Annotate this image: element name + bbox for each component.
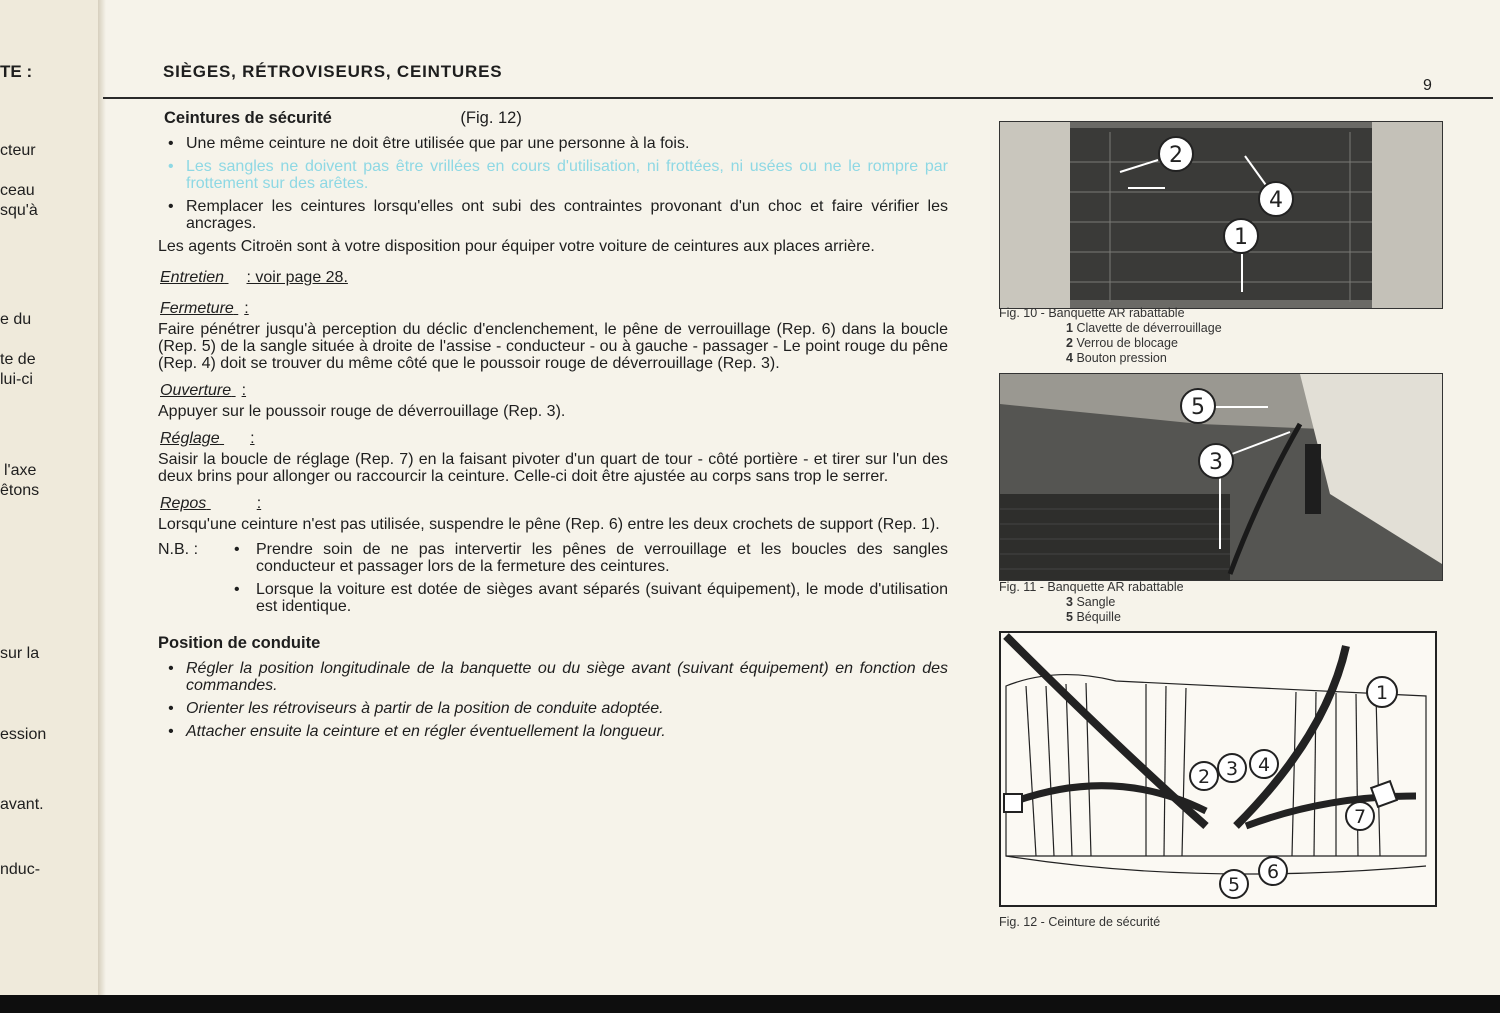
subhead-reglage xyxy=(160,430,948,447)
caption-text: Bouton pression xyxy=(1076,351,1167,365)
left-fragment: avant. xyxy=(0,796,44,813)
fig11-illustration xyxy=(1000,374,1442,580)
left-fragment: e du xyxy=(0,311,32,328)
rear-belts-paragraph: Les agents Citroën sont à votre disposition pour équiper votre voiture de ceintures aux places arrière. xyxy=(158,238,875,255)
left-fragment: sur la xyxy=(0,645,40,662)
seatbelt-bullet: • Une même ceinture ne doit être utilisée que par une personne à la fois. xyxy=(158,135,948,152)
subhead-colon: : xyxy=(244,300,249,317)
subhead-label: Ouverture xyxy=(160,382,232,399)
section-title-seatbelts xyxy=(164,110,948,127)
nb-item: • Prendre soin de ne pas intervertir les pênes de verrouillage et les boucles des sangles conducteur et passager lors de la fermeture des ceintures. xyxy=(232,541,948,575)
fig12-marker: 1 xyxy=(1375,682,1389,704)
fig11-caption xyxy=(999,580,1184,625)
caption-num: 4 xyxy=(1066,351,1073,365)
subhead-fermeture xyxy=(160,300,948,317)
fermeture-text: Faire pénétrer jusqu'à perception du déclic d'enclenchement, le pêne de verrouillage (Rep. 6) dans la boucle (Rep. 5) de la sangle située à droite de l'assise - conducteur - ou à gauche - passager - Le point rouge du pêne (Rep. 4) doit se trouver du même côté que le poussoir rouge de déverrouillage (Rep. 3). xyxy=(158,321,948,372)
subhead-colon: : xyxy=(250,430,255,447)
fig12-marker: 2 xyxy=(1197,766,1211,788)
section-title-driving-position: Position de conduite xyxy=(158,634,321,652)
caption-num: 1 xyxy=(1066,321,1073,335)
reglage-text: Saisir la boucle de réglage (Rep. 7) en la faisant pivoter d'un quart de tour - côté portière - et tirer sur l'un des deux brins pour allonger ou raccourcir la ceinture. Celle-ci doit être ajustée au corps sans trop le serrer. xyxy=(158,451,948,485)
driving-bullet: • Régler la position longitudinale de la banquette ou du siège avant (suivant équipement) en fonction des commandes. xyxy=(158,660,948,694)
entretien-text: : voir page 28. xyxy=(246,269,348,286)
subhead-entretien xyxy=(160,269,948,286)
fig12-marker: 4 xyxy=(1257,754,1271,776)
page-number: 9 xyxy=(1423,77,1432,94)
fig10-caption-item xyxy=(999,336,1222,351)
fig10-caption-title: Fig. 10 - Banquette AR rabattable xyxy=(999,306,1185,320)
fig12-illustration xyxy=(996,626,1440,910)
fig11-marker: 5 xyxy=(1191,395,1205,420)
nb-list xyxy=(232,541,948,621)
nb-label: N.B. : xyxy=(158,541,199,558)
header-rule xyxy=(103,97,1493,99)
left-fragment: lui-ci xyxy=(0,371,33,388)
caption-text: Verrou de blocage xyxy=(1076,336,1178,350)
nb-block xyxy=(158,541,948,621)
section-title-text: Ceintures de sécurité xyxy=(164,109,332,127)
left-fragment: l'axe xyxy=(4,462,37,479)
caption-text: Sangle xyxy=(1076,595,1116,609)
fig11-marker: 3 xyxy=(1209,450,1223,475)
subhead-ouverture xyxy=(160,382,948,399)
left-fragment: nduc- xyxy=(0,861,41,878)
fig11-caption-item xyxy=(999,595,1184,610)
subhead-repos xyxy=(160,495,948,512)
subhead-label: Repos xyxy=(160,495,207,512)
fig10-caption-item xyxy=(999,351,1222,366)
left-page-edge xyxy=(0,0,100,995)
left-fragment: TE : xyxy=(0,62,33,81)
caption-num: 3 xyxy=(1066,595,1073,609)
seatbelt-bullet: • Remplacer les ceintures lorsqu'elles ont subi des contraintes provonant d'un choc et faire vérifier les ancrages. xyxy=(158,198,948,232)
caption-text: Béquille xyxy=(1076,610,1121,624)
fig11-caption-title: Fig. 11 - Banquette AR rabattable xyxy=(999,580,1184,594)
left-fragment: ceau xyxy=(0,182,35,199)
caption-num: 5 xyxy=(1066,610,1073,624)
caption-num: 2 xyxy=(1066,336,1073,350)
subhead-label: Entretien xyxy=(160,269,225,286)
fig10-marker: 2 xyxy=(1169,143,1183,168)
book-spine xyxy=(98,0,106,995)
repos-text: Lorsqu'une ceinture n'est pas utilisée, suspendre le pêne (Rep. 6) entre les deux crochets de support (Rep. 1). xyxy=(158,516,940,533)
nb-item: • Lorsque la voiture est dotée de sièges avant séparés (suivant équipement), le mode d'utilisation est identique. xyxy=(232,581,948,615)
fig12-drawing xyxy=(996,626,1440,910)
main-text-column xyxy=(158,110,948,746)
subhead-label: Fermeture xyxy=(160,300,234,317)
left-fragment: êtons xyxy=(0,482,40,499)
left-fragment: squ'à xyxy=(0,202,38,219)
fig12-caption: Fig. 12 - Ceinture de sécurité xyxy=(999,915,1161,929)
left-fragment: cteur xyxy=(0,142,36,159)
subhead-colon: : xyxy=(256,495,262,512)
ouverture-text: Appuyer sur le poussoir rouge de déverrouillage (Rep. 3). xyxy=(158,403,566,420)
fig12-marker: 7 xyxy=(1353,806,1367,828)
left-fragment: ession xyxy=(0,726,47,743)
scan-bottom-edge xyxy=(0,995,1500,1013)
fig10-caption-item xyxy=(999,321,1222,336)
fig10-illustration xyxy=(1000,122,1442,308)
fig12-marker: 6 xyxy=(1266,861,1280,883)
fig10-caption xyxy=(999,306,1222,366)
subhead-label: Réglage xyxy=(160,430,220,447)
seatbelt-bullet-faded: • Les sangles ne doivent pas être vrillées en cours d'utilisation, ni frottées, ni usées ou ne le rompre par frottement sur des arêtes. xyxy=(158,158,948,192)
driving-bullet: • Attacher ensuite la ceinture et en régler éventuellement la longueur. xyxy=(158,723,948,740)
fig12-marker: 3 xyxy=(1225,758,1239,780)
page-header-title: SIÈGES, RÉTROVISEURS, CEINTURES xyxy=(163,62,503,81)
left-fragment: te de xyxy=(0,351,36,368)
fig12-marker: 5 xyxy=(1227,874,1241,896)
fig10-marker: 4 xyxy=(1269,188,1283,213)
subhead-colon: : xyxy=(241,382,247,399)
fig10-marker: 1 xyxy=(1234,225,1248,250)
caption-text: Clavette de déverrouillage xyxy=(1076,321,1222,335)
fig11-photo xyxy=(999,373,1443,581)
fig-reference: (Fig. 12) xyxy=(460,109,522,127)
fig11-caption-item xyxy=(999,610,1184,625)
fig10-photo xyxy=(999,121,1443,309)
driving-bullet: • Orienter les rétroviseurs à partir de la position de conduite adoptée. xyxy=(158,700,948,717)
